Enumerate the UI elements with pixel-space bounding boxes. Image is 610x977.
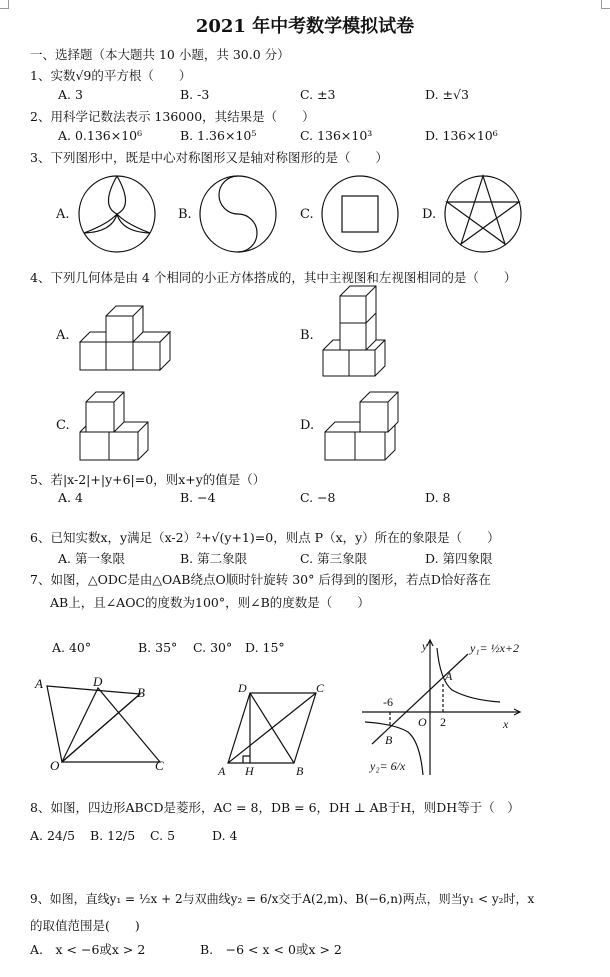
fig8-label-b: B: [296, 764, 304, 778]
page-title: 2021 年中考数学模拟试卷: [195, 16, 415, 37]
q6-option-a[interactable]: A. 第一象限: [58, 551, 125, 566]
fig8-label-h: H: [245, 764, 254, 778]
q6-stem: 6、已知实数x，y满足（x-2）²+√(y+1)=0，则点 P（x，y）所在的象限是（ ）: [30, 530, 500, 545]
q7-option-d[interactable]: D. 15°: [245, 640, 285, 655]
q9-option-b[interactable]: B. −6 < x < 0或x > 2: [200, 942, 342, 957]
fig8-label-d: D: [238, 681, 247, 695]
fig7-label-o: O: [50, 758, 60, 773]
q1-option-c[interactable]: C. ±3: [300, 87, 336, 102]
q8-stem: 8、如图，四边形ABCD是菱形，AC = 8，DB = 6，DH ⊥ AB于H，则DH等于（ ）: [30, 800, 520, 815]
q7-option-a[interactable]: A. 40°: [52, 640, 92, 655]
q3-option-d[interactable]: D.: [422, 207, 437, 222]
fig8-label-c: C: [316, 681, 325, 695]
q5-option-c[interactable]: C. −8: [300, 490, 336, 505]
q8-option-d[interactable]: D. 4: [212, 828, 238, 843]
q6-option-d[interactable]: D. 第四象限: [425, 551, 493, 566]
q1-stem: 1、实数√9的平方根（ ）: [30, 68, 192, 83]
fig9-tick-neg6: -6: [383, 695, 393, 709]
q9-option-a[interactable]: A. x < −6或x > 2: [30, 942, 146, 957]
section-heading: 一、选择题（本大题共 10 小题，共 30.0 分）: [30, 47, 290, 62]
q5-stem: 5、若|x-2|+|y+6|=0，则x+y的值是（）: [30, 472, 266, 487]
q6-option-c[interactable]: C. 第三象限: [300, 551, 368, 566]
fig8-label-a: A: [218, 764, 226, 778]
fig9-hyperbola-equation: y₂= 6/x: [370, 759, 406, 773]
fig9-y-axis-label: y: [422, 639, 428, 653]
fig7-label-b: B: [137, 685, 145, 700]
q3-option-a[interactable]: A.: [56, 207, 70, 222]
q2-option-d[interactable]: D. 136×10⁶: [425, 128, 498, 143]
q5-option-d[interactable]: D. 8: [425, 490, 451, 505]
fig9-x-axis-label: x: [503, 717, 509, 731]
q9-stem-line1: 9、如图，直线y₁ = ½x + 2与双曲线y₂ = 6/x交于A(2,m)、B(−6,n)两点，则当y₁ < y₂时，x: [30, 892, 535, 906]
fig9-line-equation: y₁= ½x+2: [470, 641, 520, 655]
fig7-label-d: D: [93, 674, 103, 689]
q7-stem-line2: AB上，且∠AOC的度数为100°，则∠B的度数是（ ）: [50, 595, 370, 610]
q5-option-b[interactable]: B. −4: [180, 490, 216, 505]
q8-option-c[interactable]: C. 5: [150, 828, 176, 843]
q1-option-a[interactable]: A. 3: [58, 87, 83, 102]
q9-stem-line2: 的取值范围是( ): [30, 918, 140, 933]
fig7-label-c: C: [155, 758, 164, 773]
q7-option-c[interactable]: C. 30°: [193, 640, 233, 655]
q3-stem: 3、下列图形中，既是中心对称图形又是轴对称图形的是（ ）: [30, 150, 388, 165]
q4-option-c[interactable]: C.: [56, 418, 70, 433]
q5-option-a[interactable]: A. 4: [58, 490, 83, 505]
fig9-tick-2: 2: [440, 715, 446, 729]
q4-stem: 4、下列几何体是由 4 个相同的小正方体搭成的，其中主视图和左视图相同的是（ ）: [30, 270, 517, 285]
q2-option-a[interactable]: A. 0.136×10⁶: [58, 128, 143, 143]
q6-option-b[interactable]: B. 第二象限: [180, 551, 248, 566]
fig7-label-a: A: [35, 676, 43, 691]
q3-option-b[interactable]: B.: [178, 207, 192, 222]
q1-option-d[interactable]: D. ±√3: [425, 87, 469, 102]
q3-option-c[interactable]: C.: [300, 207, 314, 222]
fig9-point-b: B: [385, 733, 393, 747]
q4-option-b[interactable]: B.: [300, 328, 314, 343]
q2-stem: 2、用科学记数法表示 136000，其结果是（ ）: [30, 109, 315, 124]
q8-option-b[interactable]: B. 12/5: [90, 828, 136, 843]
q7-option-b[interactable]: B. 35°: [138, 640, 178, 655]
q7-stem-line1: 7、如图，△ODC是由△OAB绕点O顺时针旋转 30° 后得到的图形，若点D恰好落在: [30, 572, 491, 587]
q8-option-a[interactable]: A. 24/5: [30, 828, 76, 843]
fig9-point-a: A: [445, 669, 453, 683]
q1-option-b[interactable]: B. -3: [180, 87, 210, 102]
fig9-origin-label: O: [418, 715, 427, 729]
q2-option-b[interactable]: B. 1.36×10⁵: [180, 128, 257, 143]
q2-option-c[interactable]: C. 136×10³: [300, 128, 373, 143]
q4-option-d[interactable]: D.: [300, 418, 315, 433]
q4-option-a[interactable]: A.: [56, 328, 70, 343]
